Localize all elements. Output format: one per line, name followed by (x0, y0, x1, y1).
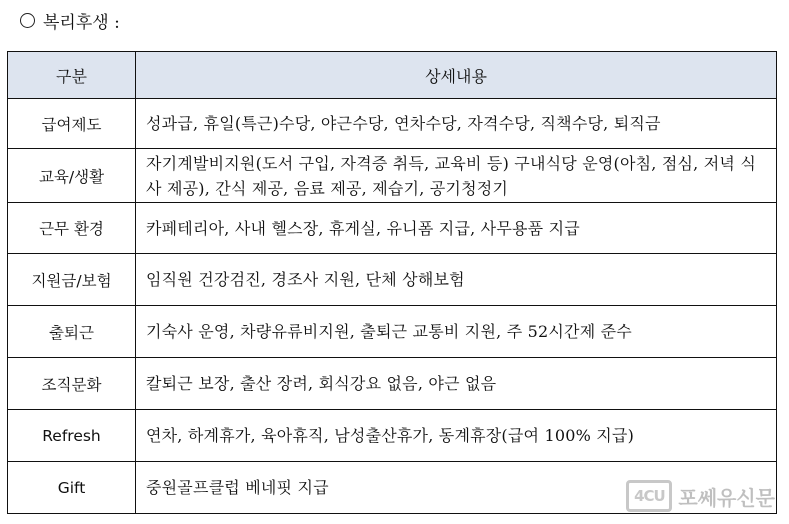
row-category: 출퇴근 (8, 306, 136, 358)
row-category: 교육/생활 (8, 149, 136, 203)
watermark-logo: 4CU (626, 480, 672, 512)
row-category: 급여제도 (8, 99, 136, 149)
watermark (626, 480, 775, 512)
header-category: 구분 (8, 52, 136, 99)
watermark-text: 포쎄유신문 (678, 485, 775, 510)
row-category: Gift (8, 462, 136, 514)
table-header-row (8, 52, 777, 99)
table-row (8, 254, 777, 306)
heading-text: 복리후생 : (43, 12, 120, 33)
row-detail: 중원골프클럽 베네핏 지급 (136, 462, 777, 514)
table-row (8, 306, 777, 358)
row-detail: 칼퇴근 보장, 출산 장려, 회식강요 없음, 야근 없음 (136, 358, 777, 410)
table-row (8, 149, 777, 203)
row-detail: 성과급, 휴일(특근)수당, 야근수당, 연차수당, 자격수당, 직책수당, 퇴직금 (136, 99, 777, 149)
row-detail: 카페테리아, 사내 헬스장, 휴게실, 유니폼 지급, 사무용품 지급 (136, 203, 777, 254)
section-heading (20, 6, 120, 34)
row-detail: 자기계발비지원(도서 구입, 자격증 취득, 교육비 등) 구내식당 운영(아침, 점심, 저녁 식사 제공), 간식 제공, 음료 제공, 제습기, 공기청정기 (136, 149, 777, 203)
row-category: 지원금/보험 (8, 254, 136, 306)
table-row (8, 203, 777, 254)
table-row (8, 410, 777, 462)
row-detail: 임직원 건강검진, 경조사 지원, 단체 상해보험 (136, 254, 777, 306)
row-detail: 기숙사 운영, 차량유류비지원, 출퇴근 교통비 지원, 주 52시간제 준수 (136, 306, 777, 358)
row-detail: 연차, 하계휴가, 육아휴직, 남성출산휴가, 동계휴장(급여 100% 지급) (136, 410, 777, 462)
header-detail: 상세내용 (136, 52, 777, 99)
benefits-table (7, 51, 777, 514)
table-row (8, 99, 777, 149)
row-category: 근무 환경 (8, 203, 136, 254)
row-category: 조직문화 (8, 358, 136, 410)
table-row (8, 358, 777, 410)
row-category: Refresh (8, 410, 136, 462)
circle-bullet-icon (20, 13, 35, 28)
